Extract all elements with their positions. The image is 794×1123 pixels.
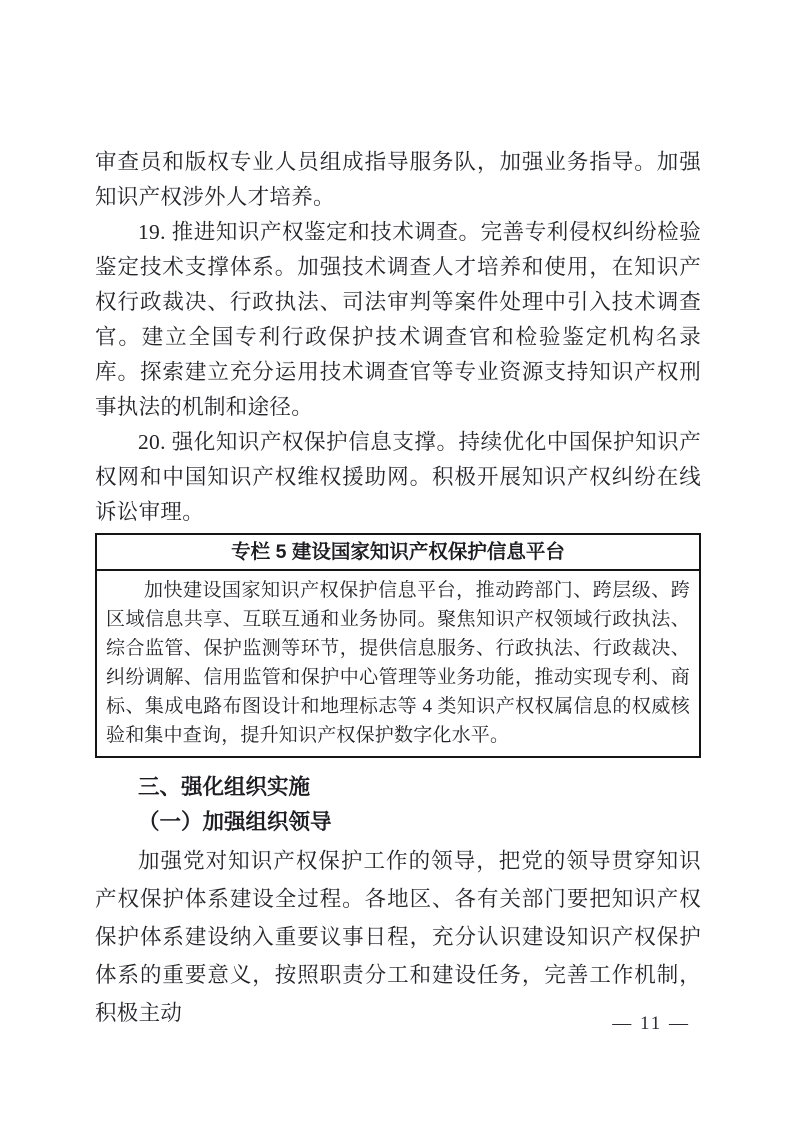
paragraph-continuation: 审查员和版权专业人员组成指导服务队，加强业务指导。加强知识产权涉外人才培养。: [95, 150, 701, 209]
section-heading-3: 三、强化组织实施: [138, 775, 311, 799]
document-content: [95, 145, 701, 1032]
paragraph-item-20: 20. 强化知识产权保护信息支撑。持续优化中国保护知识产权网和中国知识产权维权援助网。积极开展知识产权纠纷在线诉讼审理。: [95, 430, 701, 524]
sub-heading-3-1: （一）加强组织领导: [138, 810, 332, 834]
paragraph-item-19: 19. 推进知识产权鉴定和技术调查。完善专利侵权纠纷检验鉴定技术支撑体系。加强技术调查人才培养和使用，在知识产权行政裁决、行政执法、司法审判等案件处理中引入技术调查官。建立全国专利行政保护技术调查官和检验鉴定机构名录库。探索建立充分运用技术调查官等专业资源支持知识产权刑事执法的机制和途径。: [95, 220, 701, 419]
page-number: — 11 —: [612, 1013, 690, 1034]
feature-box-title: 专栏 5 建设国家知识产权保护信息平台: [97, 535, 699, 571]
paragraph-closing: 加强党对知识产权保护工作的领导，把党的领导贯穿知识产权保护体系建设全过程。各地区、各有关部门要把知识产权保护体系建设纳入重要议事日程，充分认识建设知识产权保护体系的重要意义，按照职责分工和建设任务，完善工作机制，积极主动: [95, 849, 701, 1025]
feature-box-column-5: [95, 533, 701, 758]
feature-box-body: 加快建设国家知识产权保护信息平台，推动跨部门、跨层级、跨区域信息共享、互联互通和业务协同。聚焦知识产权领域行政执法、综合监管、保护监测等环节，提供信息服务、行政执法、行政裁决、纠纷调解、信用监管和保护中心管理等业务功能，推动实现专利、商标、集成电路布图设计和地理标志等 4 类知识产权权属信息的权威核验和集中查询，提升知识产权保护数字化水平。: [106, 580, 690, 746]
